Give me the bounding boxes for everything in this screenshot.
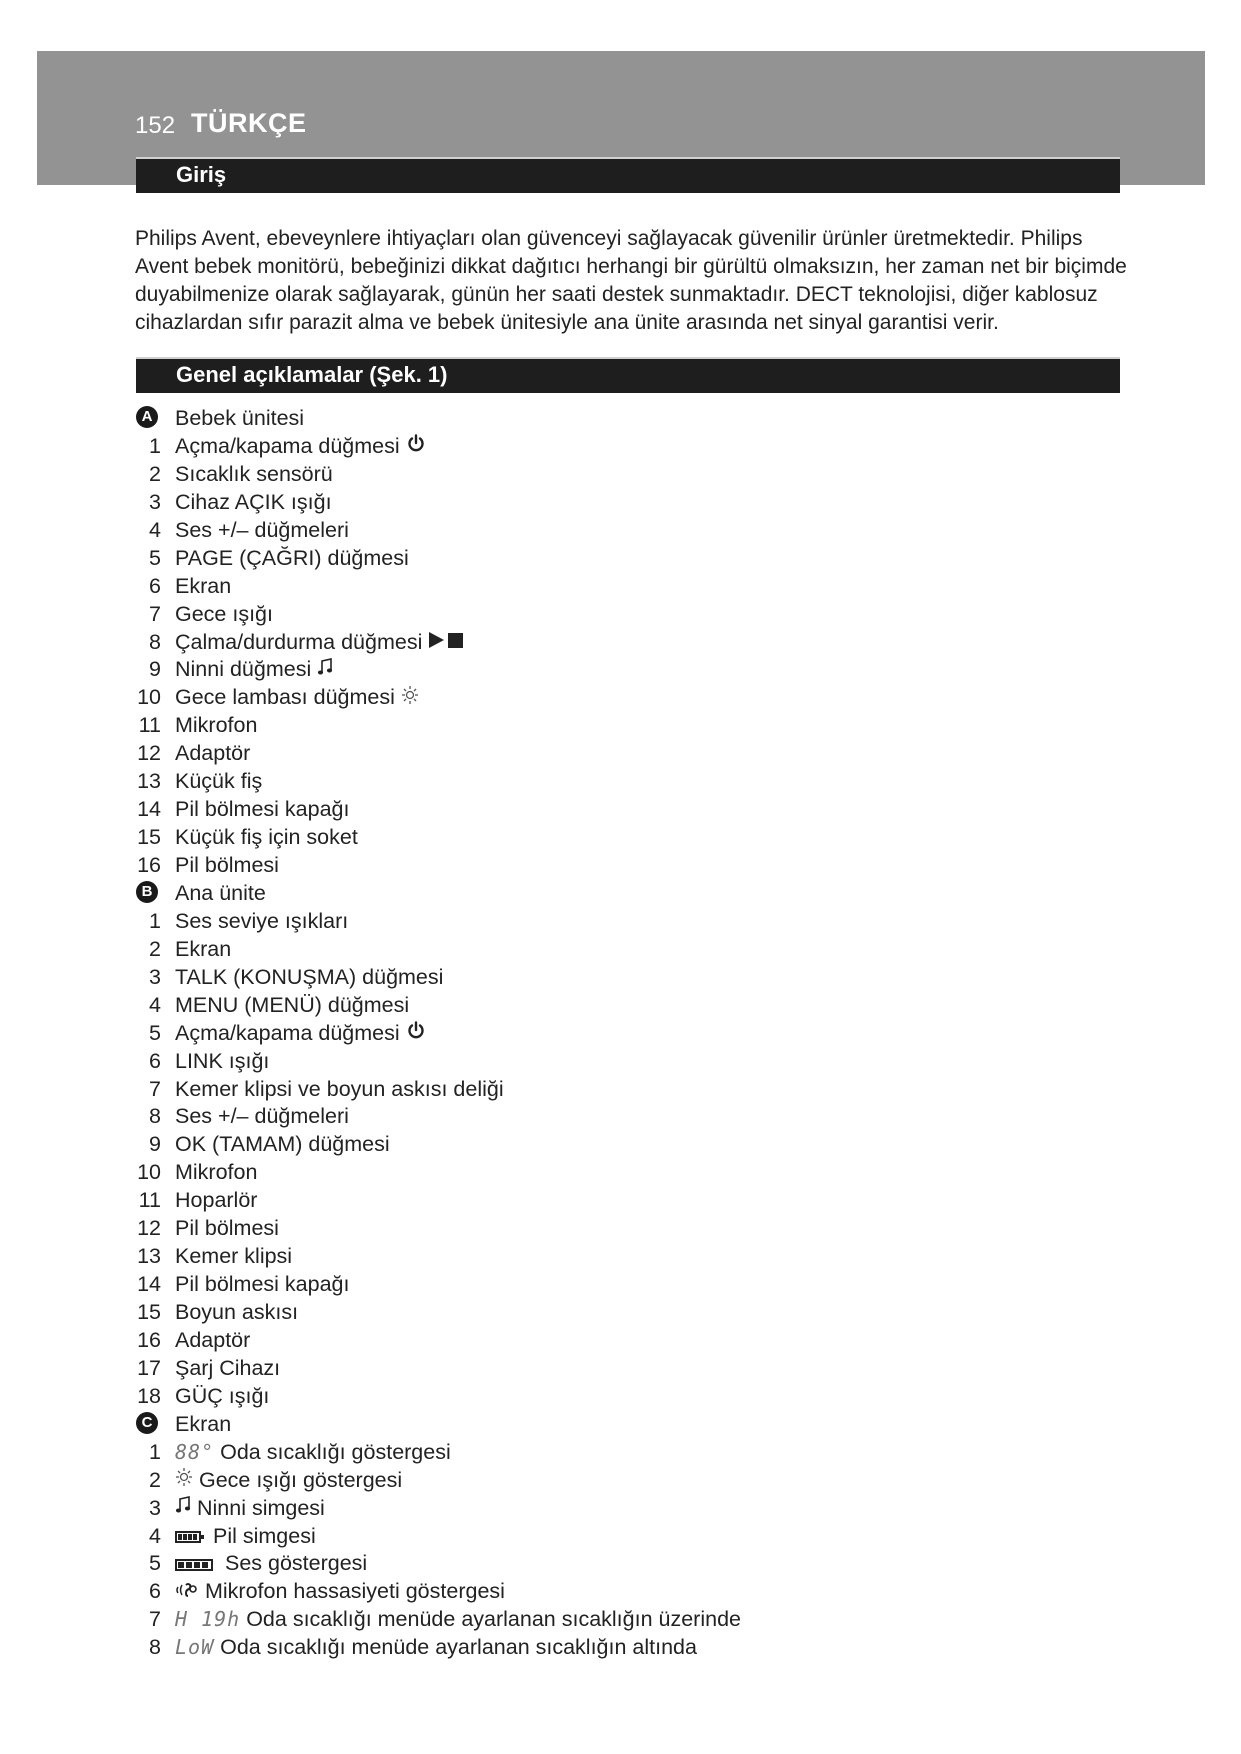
- item-number: 16: [137, 853, 161, 877]
- item-label: Oda sıcaklığı menüde ayarlanan sıcaklığın üzerinde: [246, 1607, 741, 1632]
- list-item: [134, 656, 1034, 684]
- item-label: Hoparlör: [175, 1188, 258, 1213]
- list-item: [134, 545, 1034, 573]
- list-item: [134, 517, 1034, 545]
- item-label: Açma/kapama düğmesi: [175, 1020, 400, 1045]
- item-number: 5: [149, 1020, 161, 1045]
- item-label: Gece lambası düğmesi: [175, 685, 395, 710]
- item-number: 18: [137, 1383, 161, 1408]
- item-label: GÜÇ ışığı: [175, 1383, 270, 1408]
- item-number: 13: [137, 769, 161, 794]
- item-label: Ses +/– düğmeleri: [175, 1104, 349, 1129]
- item-number: 2: [149, 461, 161, 486]
- item-label: Adaptör: [175, 741, 251, 766]
- item-number: 10: [137, 1160, 161, 1185]
- list-item: [134, 573, 1034, 601]
- item-label: Kemer klipsi: [175, 1244, 293, 1269]
- list-item: [134, 1103, 1034, 1131]
- list-item: [134, 1215, 1034, 1243]
- list-item: [134, 1439, 1034, 1467]
- list-item: [134, 629, 1034, 657]
- night-light-icon: [401, 685, 419, 713]
- battery-icon: [175, 1531, 201, 1543]
- list-item: [134, 1523, 1034, 1551]
- list-item: [134, 684, 1034, 712]
- item-label: Oda sıcaklığı göstergesi: [220, 1439, 451, 1464]
- item-number: 8: [149, 1635, 161, 1660]
- list-item: [134, 461, 1034, 489]
- item-number: 9: [149, 657, 161, 682]
- list-item: [134, 712, 1034, 740]
- item-label: MENU (MENÜ) düğmesi: [175, 992, 410, 1017]
- list-item: [134, 964, 1034, 992]
- item-label: Oda sıcaklığı menüde ayarlanan sıcaklığın altında: [220, 1635, 697, 1660]
- list-item: [134, 1606, 1034, 1634]
- item-label: Ninni simgesi: [196, 1495, 325, 1520]
- list-item: [134, 1299, 1034, 1327]
- lcd-symbol: 88°: [175, 1439, 215, 1464]
- group-title: Bebek ünitesi: [175, 406, 305, 430]
- group-title: Ana ünite: [175, 880, 266, 905]
- item-number: 3: [149, 1495, 161, 1520]
- item-label: OK (TAMAM) düğmesi: [175, 1132, 390, 1157]
- item-label: Küçük fiş için soket: [175, 825, 358, 850]
- item-number: 11: [138, 713, 161, 738]
- item-number: 11: [138, 1188, 161, 1213]
- item-number: 17: [137, 1355, 161, 1380]
- item-label: Kemer klipsi ve boyun askısı deliği: [175, 1076, 504, 1101]
- list-item: [134, 936, 1034, 964]
- item-number: 10: [137, 685, 161, 710]
- list-item: [134, 1383, 1034, 1411]
- item-label: Mikrofon hassasiyeti göstergesi: [204, 1579, 505, 1604]
- item-label: PAGE (ÇAĞRI) düğmesi: [175, 545, 409, 570]
- list-item: [134, 1076, 1034, 1104]
- group-header: [134, 405, 1034, 433]
- night-light-icon: [175, 1467, 193, 1495]
- list-item: [134, 1020, 1034, 1048]
- item-number: 16: [137, 1327, 161, 1352]
- item-number: 2: [149, 1467, 161, 1492]
- parts-list: [134, 405, 1034, 1662]
- list-item: [134, 601, 1034, 629]
- lcd-symbol: H 19h: [175, 1607, 241, 1632]
- item-label: Mikrofon: [175, 713, 258, 738]
- item-label: TALK (KONUŞMA) düğmesi: [175, 964, 444, 989]
- item-number: 6: [149, 1579, 161, 1604]
- list-item: [134, 992, 1034, 1020]
- list-item: [134, 1243, 1034, 1271]
- item-label: Pil bölmesi kapağı: [175, 1272, 350, 1297]
- power-icon: [406, 1020, 426, 1048]
- item-label: Adaptör: [175, 1327, 251, 1352]
- item-number: 7: [149, 1076, 161, 1101]
- list-item: [134, 796, 1034, 824]
- group-badge: A: [136, 406, 158, 428]
- item-number: 14: [137, 797, 161, 822]
- item-label: Ses +/– düğmeleri: [175, 517, 349, 542]
- item-label: Pil bölmesi: [175, 1216, 279, 1241]
- volume-bar-icon: [175, 1559, 213, 1571]
- item-number: 8: [149, 629, 161, 654]
- item-number: 4: [149, 1523, 161, 1548]
- item-label: Ses göstergesi: [224, 1551, 368, 1576]
- list-item: [134, 908, 1034, 936]
- list-item: [134, 1048, 1034, 1076]
- list-item: [134, 852, 1034, 880]
- item-label: Pil bölmesi kapağı: [175, 797, 350, 822]
- list-item: [134, 1131, 1034, 1159]
- list-item: [134, 489, 1034, 517]
- item-number: 12: [137, 741, 161, 766]
- group-header: [134, 880, 1034, 908]
- item-label: Ekran: [175, 936, 232, 961]
- item-number: 14: [137, 1272, 161, 1297]
- music-note-icon: [175, 1495, 191, 1523]
- item-number: 6: [149, 573, 161, 598]
- list-item: [134, 1187, 1034, 1215]
- item-number: 4: [149, 992, 161, 1017]
- group-header: [134, 1411, 1034, 1439]
- group-title: Ekran: [175, 1411, 232, 1436]
- item-label: Mikrofon: [175, 1160, 258, 1185]
- item-number: 5: [149, 1551, 161, 1576]
- item-label: Çalma/durdurma düğmesi: [175, 629, 423, 654]
- item-number: 3: [149, 489, 161, 514]
- item-label: Şarj Cihazı: [175, 1355, 281, 1380]
- item-number: 9: [149, 1132, 161, 1157]
- item-number: 15: [137, 1300, 161, 1324]
- item-label: Boyun askısı: [175, 1300, 299, 1324]
- item-label: Ninni düğmesi: [175, 657, 312, 682]
- intro-paragraph: Philips Avent, ebeveynlere ihtiyaçları olan güvenceyi sağlayacak güvenilir ürünler üretmektedir. Philips Avent bebek monitörü, bebeğinizi dikkat dağıtıcı herhangi bir gürültü olmaksızın, her zaman net bir biçimde duyabilmenize olarak sağlayarak, günün her saati destek sunmaktadır. DECT teknolojisi, diğer kablosuz cihazlardan sıfır parazit alma ve bebek ünitesiyle ana ünite arasında net sinyal garantisi verir.: [135, 227, 1127, 334]
- list-item: [134, 1355, 1034, 1383]
- list-item: [134, 824, 1034, 852]
- item-number: 8: [149, 1104, 161, 1129]
- item-label: LINK ışığı: [175, 1048, 270, 1073]
- list-item: [134, 1271, 1034, 1299]
- list-item: [134, 1159, 1034, 1187]
- item-label: Pil bölmesi: [175, 853, 279, 877]
- item-number: 12: [137, 1216, 161, 1241]
- list-item: [134, 1467, 1034, 1495]
- item-number: 7: [149, 601, 161, 626]
- mic-sensitivity-icon: [175, 1579, 199, 1607]
- list-item: [134, 1578, 1034, 1606]
- item-number: 5: [149, 545, 161, 570]
- group-badge: C: [136, 1412, 158, 1434]
- item-label: Pil simgesi: [212, 1523, 316, 1548]
- list-item: [134, 1495, 1034, 1523]
- music-note-icon: [317, 657, 333, 685]
- play-stop-icon: [428, 629, 466, 657]
- item-number: 2: [149, 936, 161, 961]
- section-bar-overview: [136, 357, 1120, 393]
- item-number: 6: [149, 1048, 161, 1073]
- item-number: 3: [149, 964, 161, 989]
- item-number: 15: [137, 825, 161, 850]
- item-label: Sıcaklık sensörü: [175, 461, 333, 486]
- item-label: Küçük fiş: [175, 769, 263, 794]
- item-label: Ekran: [175, 573, 232, 598]
- section-title-intro: Giriş: [176, 162, 227, 187]
- section-bar-intro: [136, 157, 1120, 193]
- list-item: [134, 1550, 1034, 1578]
- power-icon: [406, 433, 426, 461]
- section-title-overview: Genel açıklamalar (Şek. 1): [176, 362, 448, 387]
- list-item: [134, 1327, 1034, 1355]
- item-label: Gece ışığı: [175, 601, 273, 626]
- item-number: 1: [149, 1439, 161, 1464]
- item-number: 4: [149, 517, 161, 542]
- item-label: Ses seviye ışıkları: [175, 908, 349, 933]
- list-item: [134, 740, 1034, 768]
- item-number: 1: [149, 433, 161, 458]
- item-label: Cihaz AÇIK ışığı: [175, 489, 332, 514]
- item-number: 13: [137, 1244, 161, 1269]
- lcd-symbol: LoW: [175, 1635, 215, 1660]
- item-label: Gece ışığı göstergesi: [198, 1467, 403, 1492]
- page-number: 152: [135, 112, 176, 139]
- list-item: [134, 433, 1034, 461]
- item-label: Açma/kapama düğmesi: [175, 433, 400, 458]
- language-title: TÜRKÇE: [191, 108, 307, 138]
- item-number: 1: [149, 908, 161, 933]
- item-number: 7: [149, 1607, 161, 1632]
- list-item: [134, 768, 1034, 796]
- group-badge: B: [136, 881, 158, 903]
- list-item: [134, 1634, 1034, 1662]
